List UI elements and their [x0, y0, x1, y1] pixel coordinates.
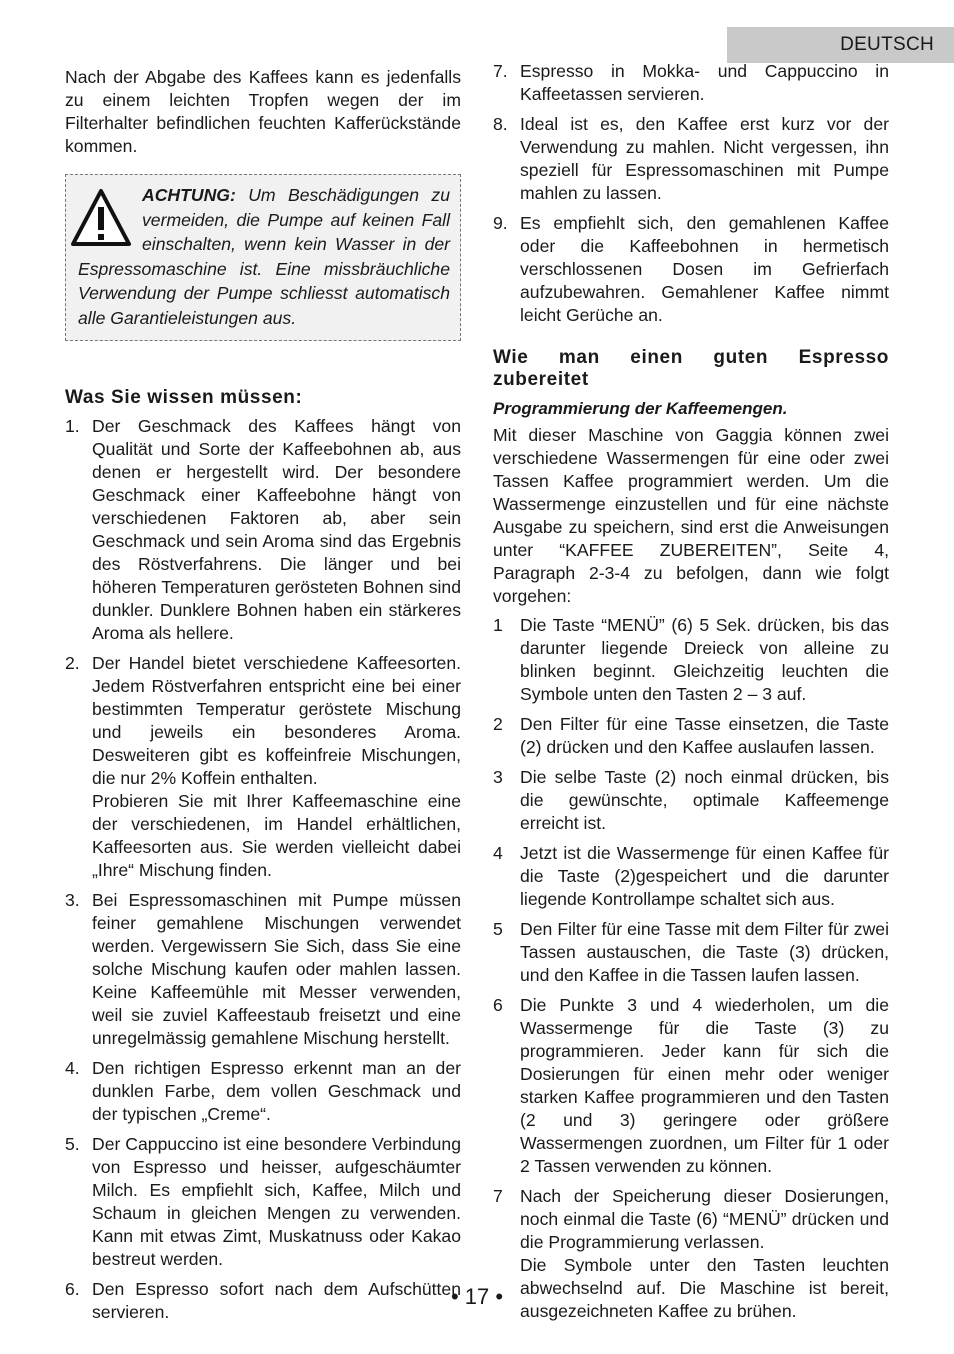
espresso-intro: Mit dieser Maschine von Gaggia können zwei verschiedene Wassermengen für eine oder zwei Tassen Kaffee programmiert werden. Um die Wassermenge einzustellen und für eine nächste Ausgabe zu speichern, sind erst die Anweisungen unter “KAFFEE ZUBEREITEN”, Seite 4, Paragraph 2-3-4 zu befolgen, dann wie folgt vorgehen: — [493, 425, 889, 606]
step-number: 2 — [493, 714, 503, 734]
item-text: Den richtigen Espresso erkennt man an der dunklen Farbe, dem vollen Geschmack und der typischen „Creme“. — [92, 1058, 461, 1124]
item-text: Der Cappuccino ist eine besondere Verbindung von Espresso und heisser, aufgeschäumter Milch. Es empfiehlt sich, Kaffee, Milch und Schaum in gleichen Mengen zu verwenden. Kann mit etwas Zimt, Muskatnuss oder Kakao bestreut werden. — [92, 1134, 461, 1269]
steps-list — [493, 614, 889, 1323]
continued-list — [493, 60, 889, 327]
item-text: Der Geschmack des Kaffees hängt von Qualität und Sorte der Kaffeebohnen ab, aus denen er hergestellt wird. Der besondere Geschmack einer Kaffeebohne hängt von verschiedenen Faktoren ab, aber sein Geschmack und sein Aroma sind das Ergebnis des Röstverfahrens. Die länger und bei höheren Temperaturen gerösteten Bohnen sind dunkler. Dunklere Bohnen haben ein stärkeres Aroma als hellere. — [92, 416, 461, 643]
list-item — [65, 652, 461, 882]
step-number: 5 — [493, 919, 503, 939]
list-item — [493, 212, 889, 327]
item-text: Der Handel bietet verschiedene Kaffeesorten. Jedem Röstverfahren entspricht eine bei einer bestimmten Temperatur geröstete Mischung und jeweils ein besonderes Aroma. Desweiteren gibt es koffeinfreie Mischungen, die nur 2% Koffein enthalten. — [92, 653, 461, 788]
item-number: 7. — [493, 61, 508, 81]
item-text: Bei Espressomaschinen mit Pumpe müssen feiner gemahlene Mischungen verwendet werden. Vergewissern Sie Sich, dass Sie eine solche Mischung kaufen oder mahlen lassen. Keine Kaffeemühle mit Messer verwenden, weil sie zuviel Kaffeestaub freisetzt und eine unregelmässig gemahlene Mischung herstellt. — [92, 890, 461, 1048]
step-text: Die selbe Taste (2) noch einmal drücken, bis die gewünschte, optimale Kaffeemenge erreicht ist. — [520, 767, 889, 833]
step-text: Die Punkte 3 und 4 wiederholen, um die Wassermenge für die Taste (3) zu programmieren. Jeder kann für sich die Dosierungen für einen mehr oder weniger starken Kaffee programmieren und den Tasten (2 und 3) geringere oder größere Wassermengen zuordnen, um Filter für 1 oder 2 Tassen verwenden zu können. — [520, 995, 889, 1176]
warning-label: ACHTUNG: — [142, 185, 236, 205]
item-number: 8. — [493, 114, 508, 134]
item-number: 6. — [65, 1279, 80, 1299]
left-column — [65, 66, 461, 1331]
item-text: Den Espresso sofort nach dem Aufschütten servieren. — [92, 1279, 461, 1322]
language-tab: DEUTSCH — [727, 27, 954, 63]
list-item — [493, 60, 889, 106]
subheading-programming: Programmierung der Kaffeemengen. — [493, 399, 788, 418]
list-item — [493, 713, 889, 759]
step-text: Nach der Speicherung dieser Dosierungen, noch einmal die Taste (6) “MENÜ” drücken und die Programmierung verlassen. — [520, 1186, 889, 1252]
list-item — [493, 918, 889, 987]
section-heading-espresso: Wie man einen guten Espresso zubereitet — [493, 347, 889, 390]
list-item — [493, 766, 889, 835]
right-column — [493, 60, 889, 1330]
step-text: Den Filter für eine Tasse mit dem Filter für zwei Tassen austauschen, die Taste (3) drücken, und den Kaffee in die Tassen laufen lassen. — [520, 919, 889, 985]
list-item — [493, 113, 889, 205]
intro-paragraph: Nach der Abgabe des Kaffees kann es jedenfalls zu einem leichten Tropfen wegen der im Filterhalter befindlichen feuchten Kafferückstände kommen. — [65, 67, 461, 156]
item-number: 4. — [65, 1058, 80, 1078]
item-number: 3. — [65, 890, 80, 910]
step-text: Die Taste “MENÜ” (6) 5 Sek. drücken, bis das darunter liegende Dreieck von alleine zu blinken beginnt. Gleichzeitig leuchten die Symbole unten den Tasten 2 – 3 auf. — [520, 615, 889, 704]
step-number: 4 — [493, 843, 503, 863]
item-extra-text: Probieren Sie mit Ihrer Kaffeemaschine eine der verschiedenen, im Handel erhältlichen, Kaffeesorten aus. Sie werden vielleicht dabei „Ihre“ Mischung finden. — [92, 791, 461, 880]
list-item — [65, 1133, 461, 1271]
list-item — [65, 889, 461, 1050]
step-extra-text: Die Symbole unter den Tasten leuchten abwechselnd auf. Die Maschine ist bereit, ausgezeichneten Kaffee zu brühen. — [520, 1255, 889, 1321]
step-text: Den Filter für eine Tasse einsetzen, die Taste (2) drücken und den Kaffee auslaufen lassen. — [520, 714, 889, 757]
list-item — [493, 842, 889, 911]
know-list — [65, 415, 461, 1324]
list-item — [493, 994, 889, 1178]
warning-text: Um Beschädigungen zu vermeiden, die Pumpe auf keinen Fall einschalten, wenn kein Wasser in der Espressomaschine ist. Eine missbräuchliche Verwendung der Pumpe schliesst automatisch alle Garantieleistungen aus. — [78, 185, 451, 328]
item-text: Ideal ist es, den Kaffee erst kurz vor der Verwendung zu mahlen. Nicht vergessen, ihn speziell für Espressomaschinen mit Pumpe mahlen zu lassen. — [520, 114, 889, 203]
step-number: 1 — [493, 615, 503, 635]
list-item — [65, 1057, 461, 1126]
warning-box — [65, 174, 461, 341]
item-number: 1. — [65, 416, 80, 436]
list-item — [493, 614, 889, 706]
section-heading-know: Was Sie wissen müssen: — [65, 387, 303, 408]
step-number: 3 — [493, 767, 503, 787]
step-number: 7 — [493, 1186, 503, 1206]
item-text: Es empfiehlt sich, den gemahlenen Kaffee oder die Kaffeebohnen in hermetisch verschlossenen Dosen im Gefrierfach aufzubewahren. Gemahlener Kaffee nimmt leicht Gerüche an. — [520, 213, 889, 325]
item-number: 2. — [65, 653, 80, 673]
page-number: • 17 • — [450, 1284, 504, 1309]
item-number: 9. — [493, 213, 508, 233]
item-number: 5. — [65, 1134, 80, 1154]
item-text: Espresso in Mokka- und Cappuccino in Kaffeetassen servieren. — [520, 61, 889, 104]
step-number: 6 — [493, 995, 503, 1015]
list-item — [65, 415, 461, 645]
step-text: Jetzt ist die Wassermenge für einen Kaffee für die Taste (2)gespeichert und die darunter liegende Kontrollampe schaltet sich aus. — [520, 843, 889, 909]
warning-triangle-icon — [70, 187, 132, 249]
